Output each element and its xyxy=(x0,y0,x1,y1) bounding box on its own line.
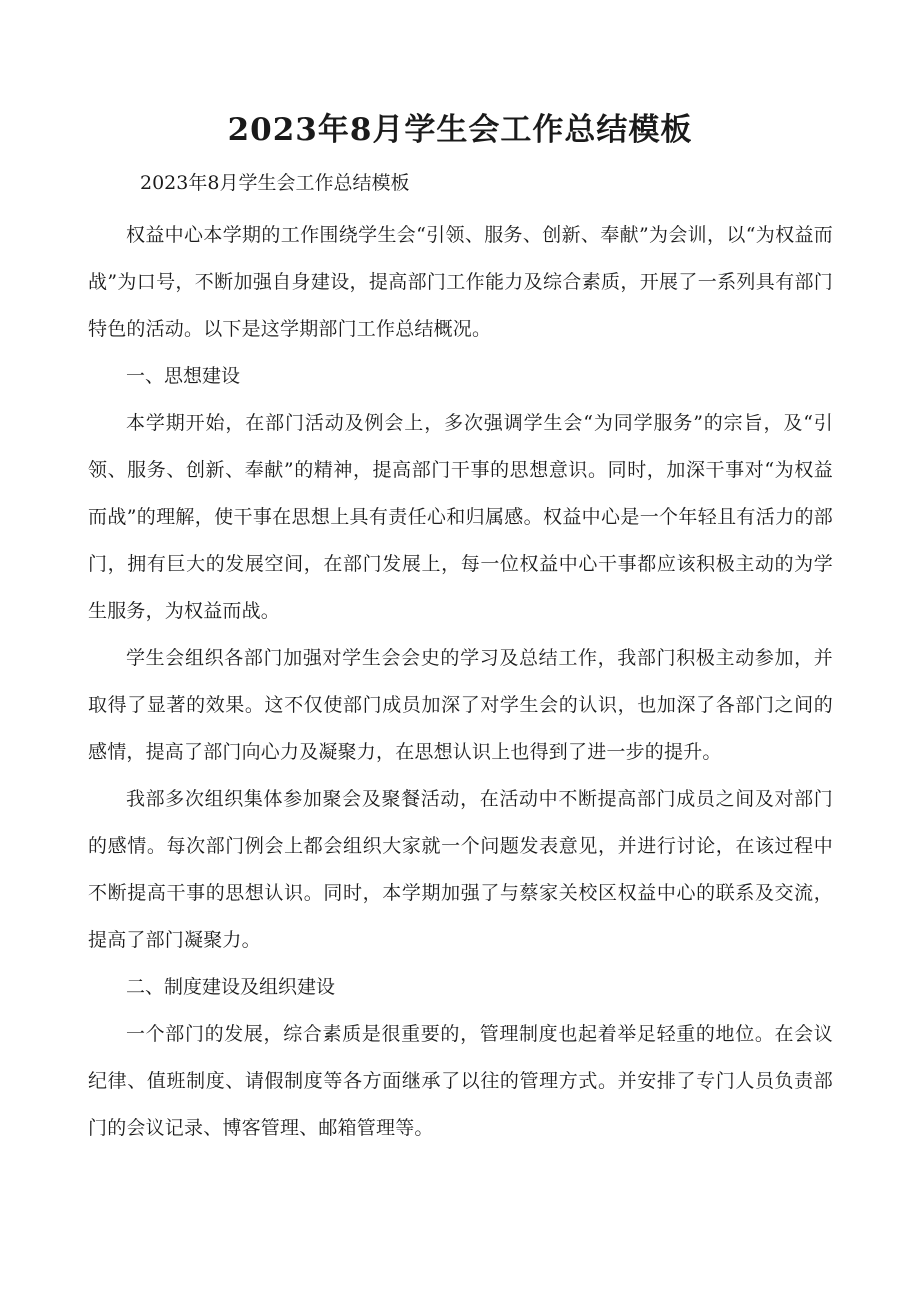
paragraph-ideology-2: 学生会组织各部门加强对学生会会史的学习及总结工作，我部门积极主动参加，并取得了显著的效果。这不仅使部门成员加深了对学生会的认识，也加深了各部门之间的感情，提高了部门向心力及凝聚力，在思想认识上也得到了进一步的提升。 xyxy=(88,647,833,763)
paragraph-ideology-3: 我部多次组织集体参加聚会及聚餐活动，在活动中不断提高部门成员之间及对部门的感情。每次部门例会上都会组织大家就一个问题发表意见，并进行讨论，在该过程中不断提高干事的思想认识。同时，本学期加强了与蔡家关校区权益中心的联系及交流，提高了部门凝聚力。 xyxy=(88,788,833,951)
paragraph-intro: 权益中心本学期的工作围绕学生会“引领、服务、创新、奉献”为会训，以“为权益而战”为口号，不断加强自身建设，提高部门工作能力及综合素质，开展了一系列具有部门特色的活动。以下是这学期部门工作总结概况。 xyxy=(88,224,833,340)
section-heading-ideology: 一、思想建设 xyxy=(126,365,241,387)
paragraph-system-1: 一个部门的发展，综合素质是很重要的，管理制度也起着举足轻重的地位。在会议纪律、值班制度、请假制度等各方面继承了以往的管理方式。并安排了专门人员负责部门的会议记录、博客管理、邮箱管理等。 xyxy=(88,1023,833,1139)
section-heading-system: 二、制度建设及组织建设 xyxy=(126,976,336,998)
paragraph-ideology-1: 本学期开始，在部门活动及例会上，多次强调学生会“为同学服务”的宗旨，及“引领、服务、创新、奉献”的精神，提高部门干事的思想意识。同时，加深干事对“为权益而战”的理解，使干事在思想上具有责任心和归属感。权益中心是一个年轻且有活力的部门，拥有巨大的发展空间，在部门发展上，每一位权益中心干事都应该积极主动的为学生服务，为权益而战。 xyxy=(88,412,833,622)
document-title: 2023年8月学生会工作总结模板 xyxy=(227,112,693,148)
document-body xyxy=(88,212,833,1152)
document-subtitle: 2023年8月学生会工作总结模板 xyxy=(140,172,410,194)
